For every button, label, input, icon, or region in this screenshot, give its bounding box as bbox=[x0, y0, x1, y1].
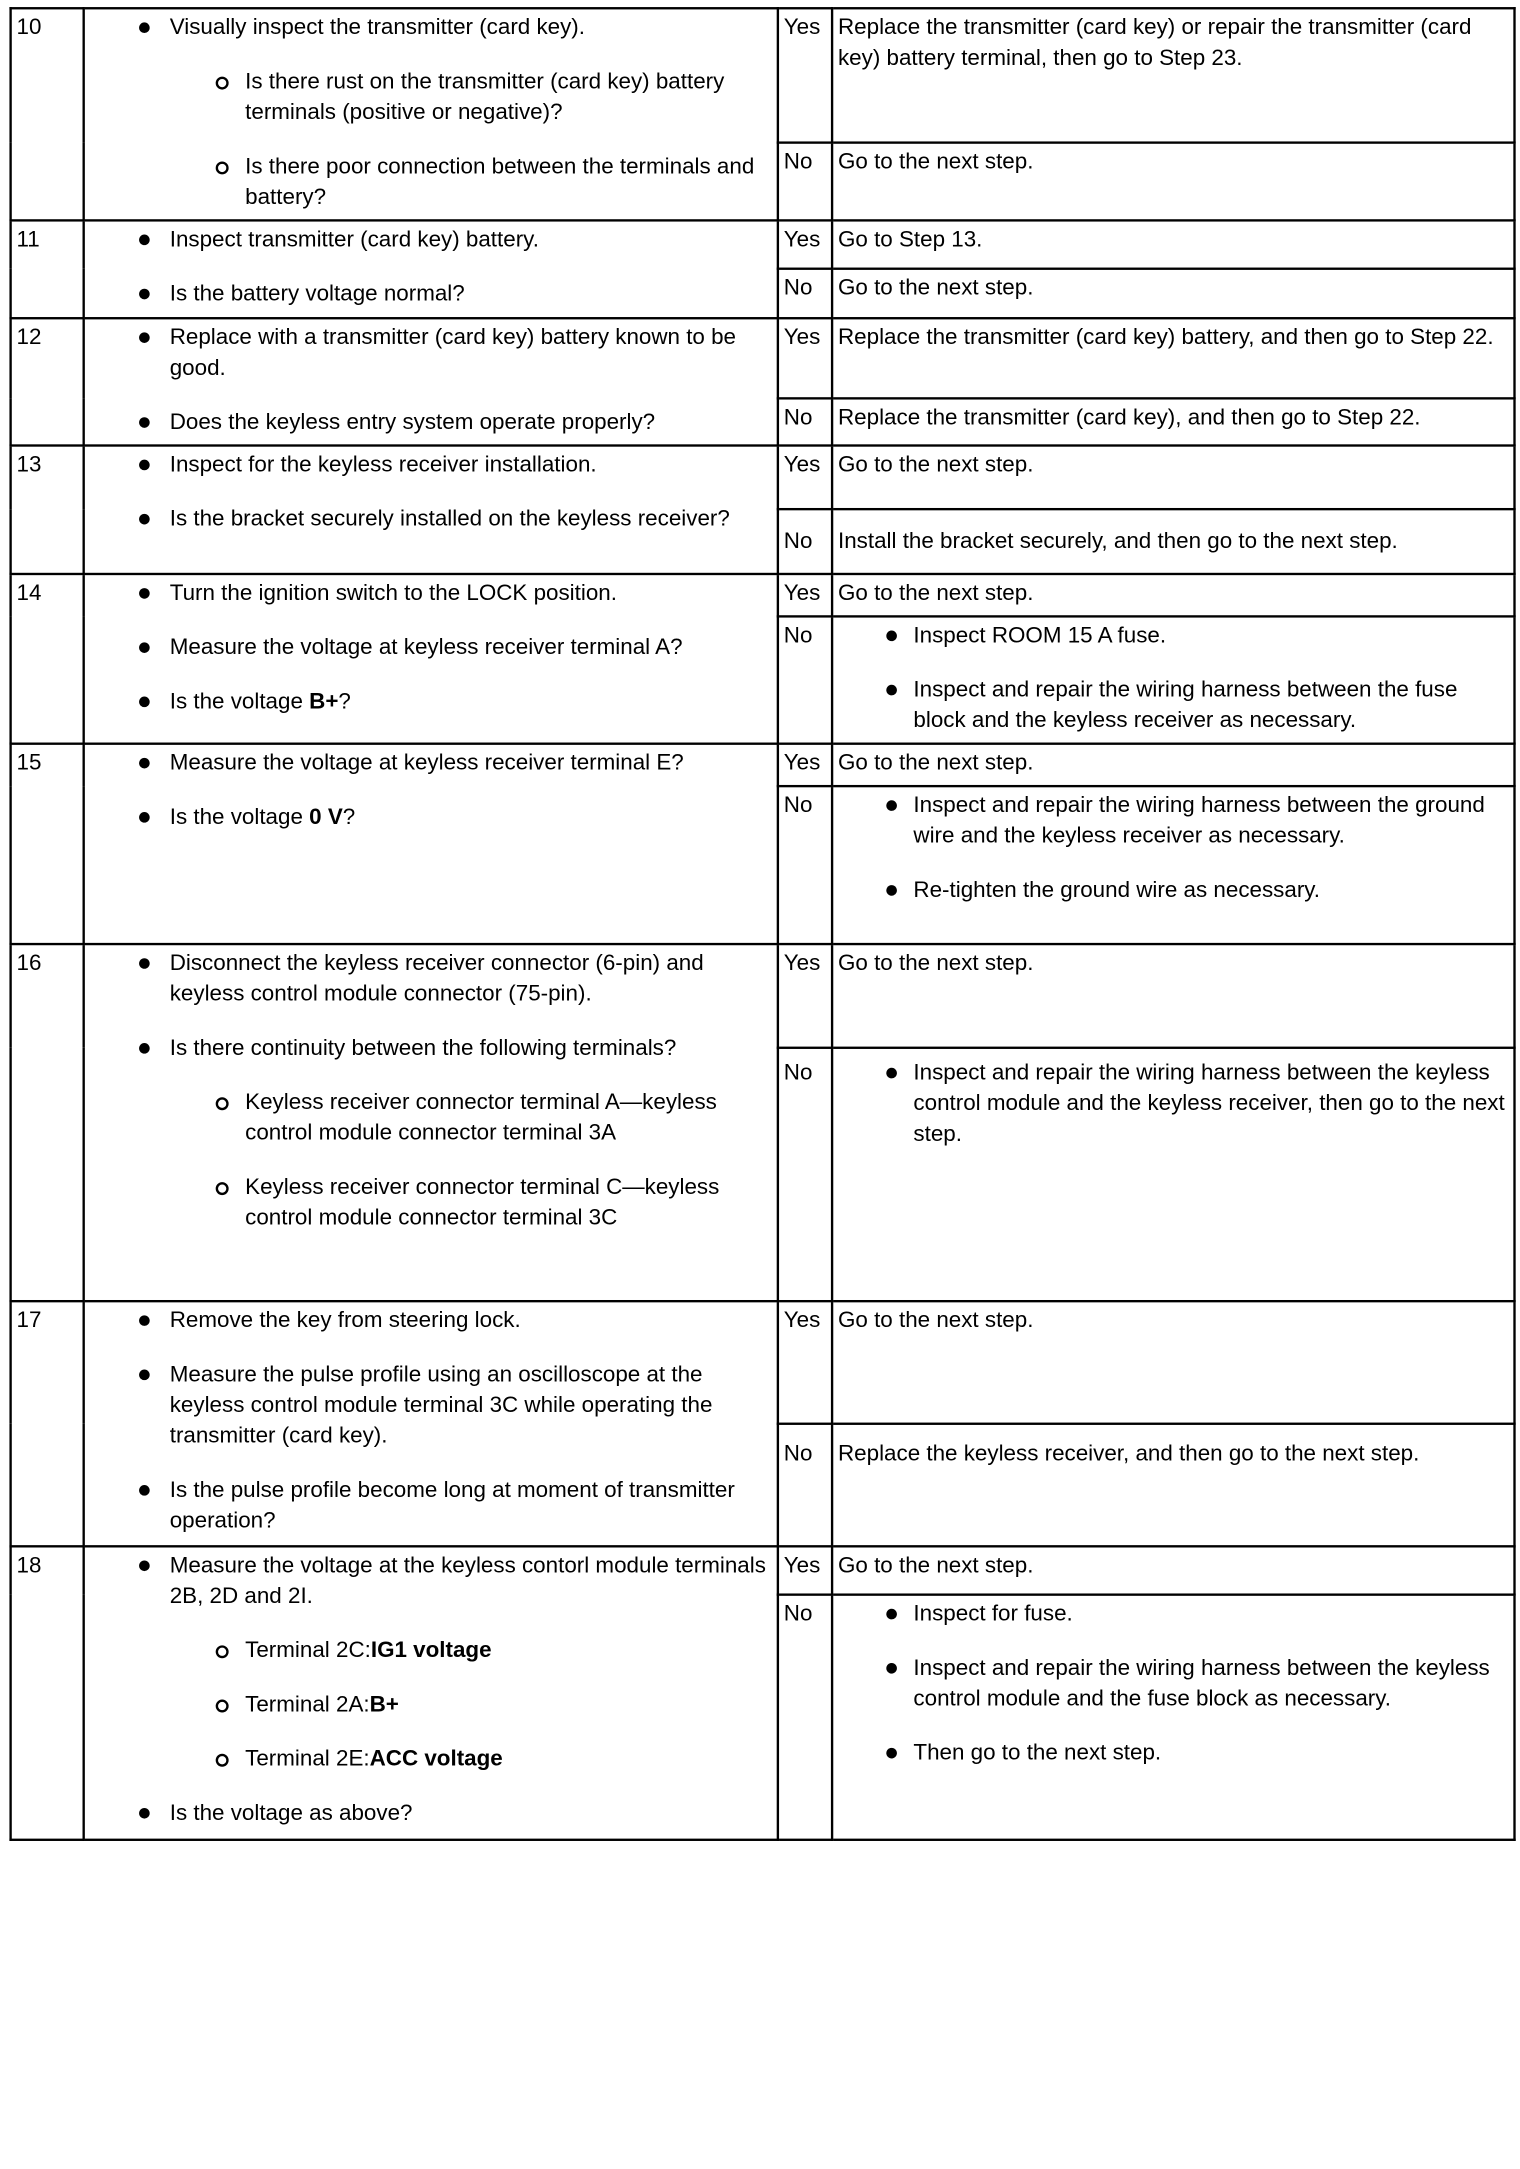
action-item bbox=[167, 1034, 772, 1234]
sub-item: Is there rust on the transmitter (card key) battery terminals (positive or negative)? bbox=[245, 67, 772, 128]
terminal-label: Terminal 2E: bbox=[245, 1746, 370, 1772]
action-item: Disconnect the keyless receiver connector (6-pin) and keyless control module connector (75-pin). bbox=[167, 949, 772, 1010]
terminal-label: Terminal 2C: bbox=[245, 1638, 371, 1664]
voltage-value: B+ bbox=[309, 689, 339, 715]
action-text: Is there continuity between the following terminals? bbox=[169, 1035, 677, 1061]
yes-result: Go to the next step. bbox=[832, 446, 1514, 510]
yes-label: Yes bbox=[778, 1546, 832, 1594]
no-result bbox=[832, 1048, 1514, 1301]
no-result: Install the bracket securely, and then go to the next step. bbox=[832, 509, 1514, 574]
yes-label: Yes bbox=[778, 574, 832, 616]
yes-label: Yes bbox=[778, 446, 832, 510]
action-item: Replace with a transmitter (card key) battery known to be good. bbox=[167, 323, 772, 384]
yes-result: Go to the next step. bbox=[832, 1546, 1514, 1594]
action-text: ? bbox=[342, 804, 356, 830]
yes-label: Yes bbox=[778, 744, 832, 786]
result-item: Inspect and repair the wiring harness between the keyless control module and the keyless receiver, then go to the next step. bbox=[913, 1058, 1508, 1150]
yes-result: Go to the next step. bbox=[832, 574, 1514, 616]
result-item: Re-tighten the ground wire as necessary. bbox=[913, 876, 1508, 907]
sub-item: Keyless receiver connector terminal A—keyless control module connector terminal 3A bbox=[245, 1088, 772, 1149]
result-item: Inspect ROOM 15 A fuse. bbox=[913, 621, 1508, 652]
action-item: Does the keyless entry system operate properly? bbox=[167, 408, 772, 439]
no-result: Go to the next step. bbox=[832, 143, 1514, 221]
yes-result: Go to Step 13. bbox=[832, 220, 1514, 268]
terminal-value: B+ bbox=[369, 1692, 399, 1718]
step-12-yes-row bbox=[11, 318, 1515, 398]
action-item bbox=[167, 687, 772, 718]
action-text: Is the voltage bbox=[169, 689, 310, 715]
yes-label: Yes bbox=[778, 318, 832, 398]
yes-label: Yes bbox=[778, 1301, 832, 1424]
action-text: Measure the voltage at the keyless contorl module terminals 2B, 2D and 2I. bbox=[169, 1553, 766, 1609]
action-item: Measure the voltage at keyless receiver terminal E? bbox=[167, 748, 772, 779]
sub-item: Keyless receiver connector terminal C—keyless control module connector terminal 3C bbox=[245, 1173, 772, 1234]
result-item: Inspect for fuse. bbox=[913, 1599, 1508, 1630]
no-label: No bbox=[778, 1424, 832, 1547]
step-actions bbox=[84, 8, 778, 220]
sub-item: Is there poor connection between the terminals and battery? bbox=[245, 152, 772, 213]
yes-label: Yes bbox=[778, 220, 832, 268]
step-13-yes-row bbox=[11, 446, 1515, 510]
step-number: 13 bbox=[11, 446, 84, 574]
step-10-yes-row bbox=[11, 8, 1515, 142]
result-item: Then go to the next step. bbox=[913, 1738, 1508, 1769]
action-item bbox=[167, 1551, 772, 1775]
terminal-value: IG1 voltage bbox=[370, 1638, 492, 1664]
step-actions bbox=[84, 1546, 778, 1839]
terminal-value: ACC voltage bbox=[369, 1746, 503, 1772]
no-result bbox=[832, 616, 1514, 743]
terminal-label: Terminal 2A: bbox=[245, 1692, 370, 1718]
yes-result: Replace the transmitter (card key) or repair the transmitter (card key) battery terminal, then go to Step 23. bbox=[832, 8, 1514, 142]
yes-result: Go to the next step. bbox=[832, 744, 1514, 786]
step-number: 15 bbox=[11, 744, 84, 944]
action-item: Is the voltage as above? bbox=[167, 1799, 772, 1830]
step-15-yes-row bbox=[11, 744, 1515, 786]
step-number: 14 bbox=[11, 574, 84, 744]
no-label: No bbox=[778, 786, 832, 944]
voltage-value: 0 V bbox=[309, 804, 343, 830]
action-item bbox=[167, 803, 772, 834]
step-number: 10 bbox=[11, 8, 84, 220]
action-item: Is the battery voltage normal? bbox=[167, 279, 772, 310]
step-number: 16 bbox=[11, 944, 84, 1301]
no-label: No bbox=[778, 616, 832, 743]
no-label: No bbox=[778, 1595, 832, 1840]
step-actions bbox=[84, 744, 778, 944]
yes-result: Replace the transmitter (card key) battery, and then go to Step 22. bbox=[832, 318, 1514, 398]
no-result bbox=[832, 1595, 1514, 1840]
step-16-yes-row bbox=[11, 944, 1515, 1048]
step-actions bbox=[84, 318, 778, 445]
result-item: Inspect and repair the wiring harness between the keyless control module and the fuse block as necessary. bbox=[913, 1654, 1508, 1715]
yes-label: Yes bbox=[778, 8, 832, 142]
action-item: Inspect transmitter (card key) battery. bbox=[167, 225, 772, 256]
action-item: Is the pulse profile become long at moment of transmitter operation? bbox=[167, 1476, 772, 1537]
action-text: Is the voltage bbox=[169, 804, 310, 830]
step-actions bbox=[84, 944, 778, 1301]
no-result: Replace the keyless receiver, and then go to the next step. bbox=[832, 1424, 1514, 1547]
action-text: Visually inspect the transmitter (card key). bbox=[169, 15, 585, 41]
step-actions bbox=[84, 446, 778, 574]
no-label: No bbox=[778, 269, 832, 319]
yes-result: Go to the next step. bbox=[832, 1301, 1514, 1424]
no-result: Go to the next step. bbox=[832, 269, 1514, 319]
no-label: No bbox=[778, 1048, 832, 1301]
result-item: Inspect and repair the wiring harness between the fuse block and the keyless receiver as necessary. bbox=[913, 675, 1508, 736]
action-item: Measure the voltage at keyless receiver terminal A? bbox=[167, 633, 772, 664]
result-item: Inspect and repair the wiring harness between the ground wire and the keyless receiver as necessary. bbox=[913, 791, 1508, 852]
no-label: No bbox=[778, 509, 832, 574]
step-14-yes-row bbox=[11, 574, 1515, 616]
action-item: Inspect for the keyless receiver installation. bbox=[167, 450, 772, 481]
yes-result: Go to the next step. bbox=[832, 944, 1514, 1048]
action-text: ? bbox=[338, 689, 351, 715]
step-actions bbox=[84, 1301, 778, 1546]
action-item: Is the bracket securely installed on the keyless receiver? bbox=[167, 504, 772, 535]
step-actions bbox=[84, 574, 778, 744]
step-18-yes-row bbox=[11, 1546, 1515, 1594]
step-17-yes-row bbox=[11, 1301, 1515, 1424]
action-item: Turn the ignition switch to the LOCK position. bbox=[167, 579, 772, 610]
step-number: 17 bbox=[11, 1301, 84, 1546]
no-label: No bbox=[778, 398, 832, 445]
step-number: 12 bbox=[11, 318, 84, 445]
step-11-yes-row bbox=[11, 220, 1515, 268]
step-number: 11 bbox=[11, 220, 84, 318]
no-result bbox=[832, 786, 1514, 944]
yes-label: Yes bbox=[778, 944, 832, 1048]
sub-item bbox=[245, 1636, 772, 1667]
diagnostic-table bbox=[9, 7, 1515, 1841]
step-number: 18 bbox=[11, 1546, 84, 1839]
action-item: Measure the pulse profile using an oscilloscope at the keyless control module terminal 3C while operating the transmitter (card key). bbox=[167, 1360, 772, 1452]
sub-item bbox=[245, 1744, 772, 1775]
no-label: No bbox=[778, 143, 832, 221]
no-result: Replace the transmitter (card key), and then go to Step 22. bbox=[832, 398, 1514, 445]
step-actions bbox=[84, 220, 778, 318]
action-item bbox=[167, 13, 772, 213]
sub-item bbox=[245, 1690, 772, 1721]
action-item: Remove the key from steering lock. bbox=[167, 1306, 772, 1337]
